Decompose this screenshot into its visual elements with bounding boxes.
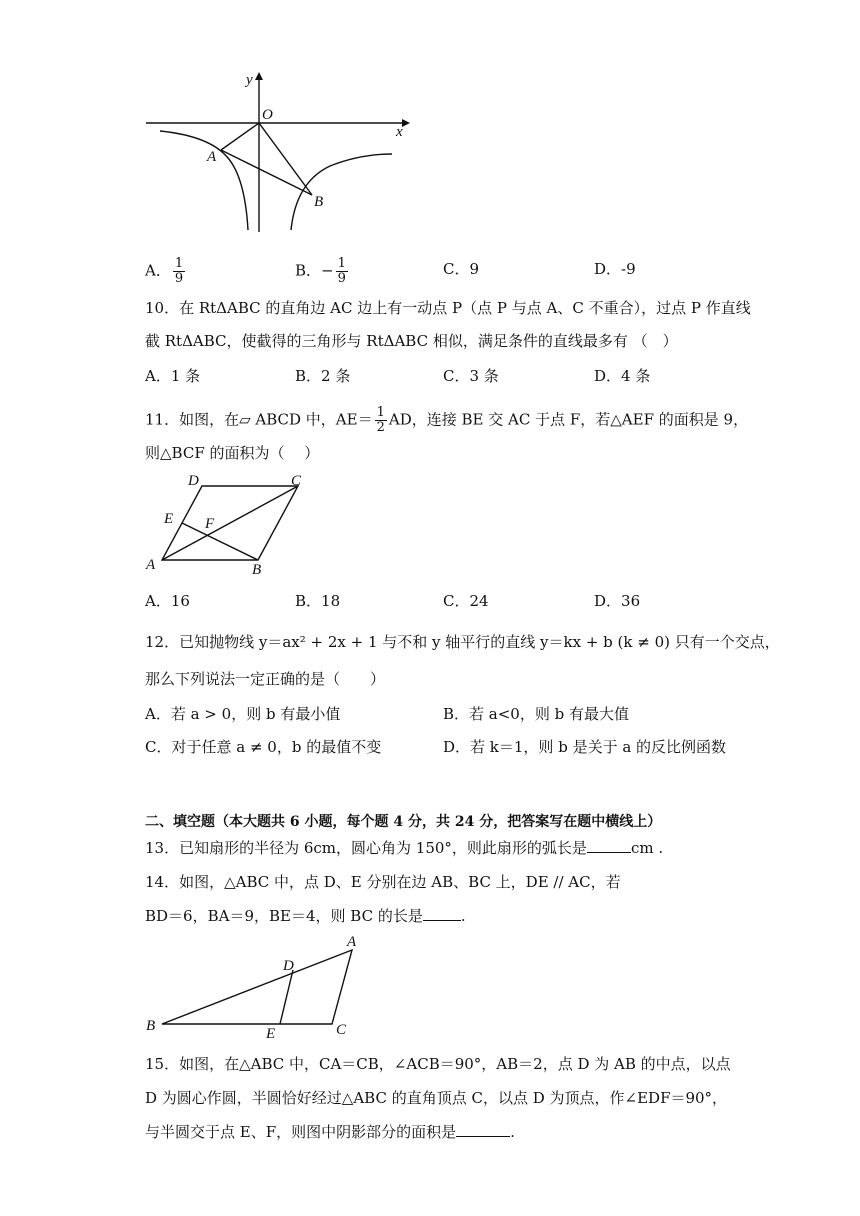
q11-option-b: B．18 [295,592,341,610]
q11-option-a: A．16 [145,592,190,610]
q12-option-a: A．若 a > 0，则 b 有最小值 [145,705,341,723]
q10-option-c: C．3 条 [443,367,499,385]
segment-ab [221,150,312,195]
segment-de [280,970,293,1024]
label-y: y [246,72,253,88]
label-b: B [252,562,262,578]
q12-option-c: C．对于任意 a ≠ 0，b 的最值不变 [145,738,382,756]
q9-option-c: C．9 [443,260,480,278]
q15-line1: 15．如图，在△ABC 中，CA＝CB，∠ACB＝90°，AB＝2，点 D 为 AB 的中点，以点 [145,1055,731,1073]
q11-figure [140,472,320,580]
q14-figure [140,930,370,1040]
label-a: A [347,934,357,950]
q9-figure [140,68,420,238]
y-axis-arrow [255,72,263,80]
label-d: D [188,473,199,489]
q14-line2: BD＝6，BA＝9，BE＝4，则 BC 的长是 . [145,907,466,925]
q13-line: 13．已知扇形的半径为 6cm，圆心角为 150°，则此扇形的弧长是 cm . [145,839,664,857]
section-heading: 二、填空题（本大题共 6 小题，每个题 4 分，共 24 分，把答案写在题中横线上） [145,814,662,830]
q10-line2: 截 RtΔABC，使截得的三角形与 RtΔABC 相似，满足条件的直线最多有 （ ） [145,332,678,350]
label-c: C [291,473,302,489]
label-f: F [205,516,215,532]
q10-line1: 10．在 RtΔABC 的直角边 AC 边上有一动点 P（点 P 与点 A、C 不重合），过点 P 作直线 [145,299,751,317]
label-d: D [283,958,294,974]
label-b: B [314,194,324,210]
q9-option-a: A． $\frac{1}{9}$ [145,256,184,286]
q10-option-b: B．2 条 [295,367,351,385]
left-hyperbola-branch [160,131,248,230]
q12-line1: 12．已知抛物线 y＝ax² + 2x + 1 与不和 y 轴平行的直线 y＝kx + b (k ≠ 0) 只有一个交点， [145,633,780,651]
segment-oa [221,123,259,150]
q13-answer-blank [587,838,631,853]
q10-option-a: A．1 条 [145,367,201,385]
label-a: A [207,149,217,165]
label-b: B [146,1018,156,1034]
q12-line2: 那么下列说法一定正确的是（ ） [145,670,386,688]
q11-line1: 11．如图，在▱ ABCD 中，AE＝ $\frac{1}{2}$ AD，连接 BE 交 AC 于点 F，若△AEF 的面积是 9， [145,405,749,435]
label-e: E [164,511,174,527]
q9-option-b: B．− $\frac{1}{9}$ [295,256,346,286]
label-a: A [146,557,156,573]
label-e: E [266,1026,276,1040]
q15-line2: D 为圆心作圆，半圆恰好经过△ABC 的直角顶点 C，以点 D 为顶点，作∠EDF＝90°， [145,1089,728,1107]
q11-option-d: D．36 [594,592,641,610]
q12-option-d: D．若 k＝1，则 b 是关于 a 的反比例函数 [443,738,727,756]
q10-option-d: D．4 条 [594,367,651,385]
q14-answer-blank [423,906,461,921]
q15-line3: 与半圆交于点 E、F，则图中阴影部分的面积是 . [145,1123,515,1141]
label-c: C [336,1022,347,1038]
triangle-abc [162,950,352,1024]
segment-ob [259,123,312,195]
q15-answer-blank [456,1122,510,1137]
label-o: O [262,107,273,123]
label-x: x [396,124,403,140]
q12-option-b: B．若 a<0，则 b 有最大值 [443,705,629,723]
x-axis-arrow [402,119,410,127]
q11-option-c: C．24 [443,592,489,610]
q9-option-d: D．-9 [594,260,636,278]
q14-line1: 14．如图，△ABC 中，点 D、E 分别在边 AB、BC 上，DE // AC，若 [145,873,621,891]
q11-line2: 则△BCF 的面积为（ ） [145,444,320,462]
